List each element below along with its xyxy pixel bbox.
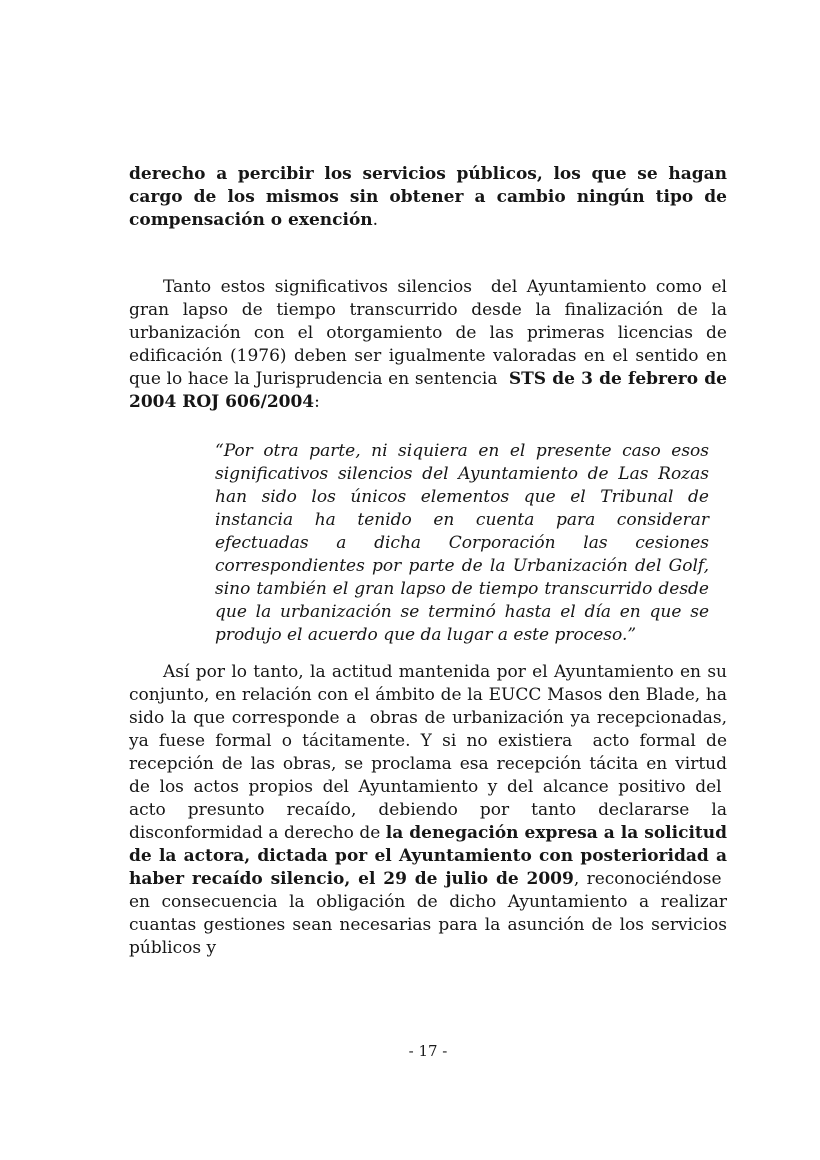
block-quote xyxy=(215,440,709,647)
page-content xyxy=(129,163,727,960)
lead-paragraph-tail: . xyxy=(372,210,379,230)
intro-paragraph-text: Tanto estos significativos silencios del Ayuntamiento como el gran lapso de tiempo transcurrido desde la finalización de la urbanización con el otorgamiento de las primeras licencias de edificación (1976) deben ser igualmente valoradas en el sentido en que lo hace la Jurisprudencia en sentencia xyxy=(129,277,727,389)
closing-paragraph xyxy=(129,661,727,960)
closing-paragraph-text-before: Así por lo tanto, la actitud mantenida por el Ayuntamiento en su conjunto, en relación con el ámbito de la EUCC Masos den Blade, ha sido la que corresponde a obras de urbanización ya recepcionadas, ya fuese formal o tácitamente. Y si no existiera acto formal de recepción de las obras, se proclama esa recepción tácita en virtud de los actos propios del Ayuntamiento y del alcance positivo del acto presunto recaído, debiendo por tanto declararse la disconformidad a derecho de xyxy=(129,662,727,843)
intro-paragraph xyxy=(129,276,727,414)
lead-paragraph-bold-text: derecho a percibir los servicios públicos, los que se hagan cargo de los mismos sin obtener a cambio ningún tipo de compensación o exención xyxy=(129,164,727,230)
lead-paragraph xyxy=(129,163,727,232)
page-number: - 17 - xyxy=(408,1042,448,1060)
block-quote-text: “Por otra parte, ni siquiera en el presente caso esos significativos silencios del Ayuntamiento de Las Rozas han sido los únicos elementos que el Tribunal de instancia ha tenido en cuenta para considerar efectuadas a dicha Corporación las cesiones correspondientes por parte de la Urbanización del Golf, sino también el gran lapso de tiempo transcurrido desde que la urbanización se terminó hasta el día en que se produjo el acuerdo que da lugar a este proceso.” xyxy=(215,441,709,645)
intro-paragraph-citation: STS de 3 de febrero de 2004 ROJ 606/2004 xyxy=(129,369,727,412)
intro-paragraph-tail: : xyxy=(314,392,320,412)
closing-paragraph-text-after: , reconociéndose en consecuencia la obligación de dicho Ayuntamiento a realizar cuantas gestiones sean necesarias para la asunción de los servicios públicos y xyxy=(129,869,727,958)
closing-paragraph-bold-text: la denegación expresa a la solicitud de la actora, dictada por el Ayuntamiento con posterioridad a haber recaído silencio, el 29 de julio de 2009 xyxy=(129,823,727,889)
